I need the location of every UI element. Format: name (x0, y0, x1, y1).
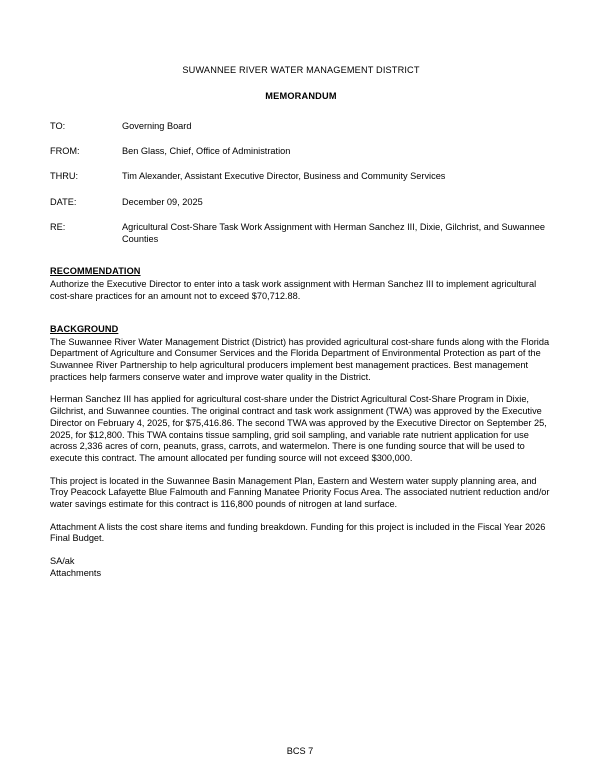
memo-field-date (50, 196, 552, 208)
memo-field-to (50, 120, 552, 132)
memo-field-to-value: Governing Board (122, 121, 192, 131)
background-paragraph-4: Attachment A lists the cost share items and funding breakdown. Funding for this project is included in the Fiscal Year 2026 Final Budget. (50, 521, 546, 544)
memo-field-date-label: DATE: (50, 196, 77, 207)
recommendation-heading: RECOMMENDATION (50, 266, 141, 277)
background-paragraph-2: Herman Sanchez III has applied for agricultural cost-share under the District Agricultural Cost-Share Program in Dixie, Gilchrist, and Suwannee counties. The original contract and task work assignment (TWA) was approved by the Executive Director on February 4, 2025, for $75,416.86. The second TWA was approved by the Executive Director on September 25, 2025, for $12,800. This TWA contains tissue sampling, grid soil sampling, and variable rate nutrient application for use across 2,336 acres of corn, peanuts, grass, carrots, and watermelon. There is one funding source that will be used to execute this contract. The amount allocated per funding source will not exceed $300,000. (50, 394, 547, 463)
memo-field-to-label: TO: (50, 121, 66, 131)
memo-field-thru-label: THRU: (50, 171, 79, 182)
background-paragraph-1: The Suwannee River Water Management District (District) has provided agricultural cost-share funds along with the Florida Department of Agriculture and Consumer Services and the Florida Department of Environmental Protection as part of the Suwannee River Partnership to help agricultural producers implement best management practices. Best management practices help farmers conserve water and improve water quality in the District. (50, 336, 550, 382)
memo-field-date-value: December 09, 2025 (122, 196, 203, 207)
signoff-initials: SA/ak (50, 556, 75, 567)
memo-field-re-label: RE: (50, 221, 66, 232)
memo-field-from-label: FROM: (50, 146, 80, 157)
organization-title: SUWANNEE RIVER WATER MANAGEMENT DISTRICT (182, 65, 420, 75)
document-content (50, 64, 552, 580)
memo-field-re (50, 221, 552, 245)
signoff-attachments: Attachments (50, 567, 102, 578)
memo-header-fields (50, 120, 552, 245)
memo-field-from-value: Ben Glass, Chief, Office of Administration (122, 146, 291, 157)
memo-field-thru-value: Tim Alexander, Assistant Executive Director, Business and Community Services (122, 171, 446, 182)
background-paragraph-3: This project is located in the Suwannee Basin Management Plan, Eastern and Western water supply planning area, and Troy Peacock Lafayette Blue Falmouth and Fanning Manatee Priority Focus Area. The associated nutrient reduction and/or water savings estimate for this contract is 116,800 pounds of nitrogen at land surface. (50, 475, 550, 510)
memorandum-label: MEMORANDUM (265, 91, 337, 101)
memo-field-from (50, 145, 552, 157)
memo-field-re-value: Agricultural Cost-Share Task Work Assignment with Herman Sanchez III, Dixie, Gilchrist, and Suwannee Counties (122, 221, 545, 245)
recommendation-body: Authorize the Executive Director to enter into a task work assignment with Herman Sanchez III to implement agricultural cost-share practices for an amount not to exceed $70,712.88. (50, 279, 537, 301)
background-section (50, 319, 552, 546)
recommendation-section (50, 261, 552, 302)
signoff-block (50, 556, 552, 579)
background-heading: BACKGROUND (50, 323, 119, 334)
page-footer-marker: BCS 7 (286, 746, 314, 756)
memo-field-thru (50, 170, 552, 182)
